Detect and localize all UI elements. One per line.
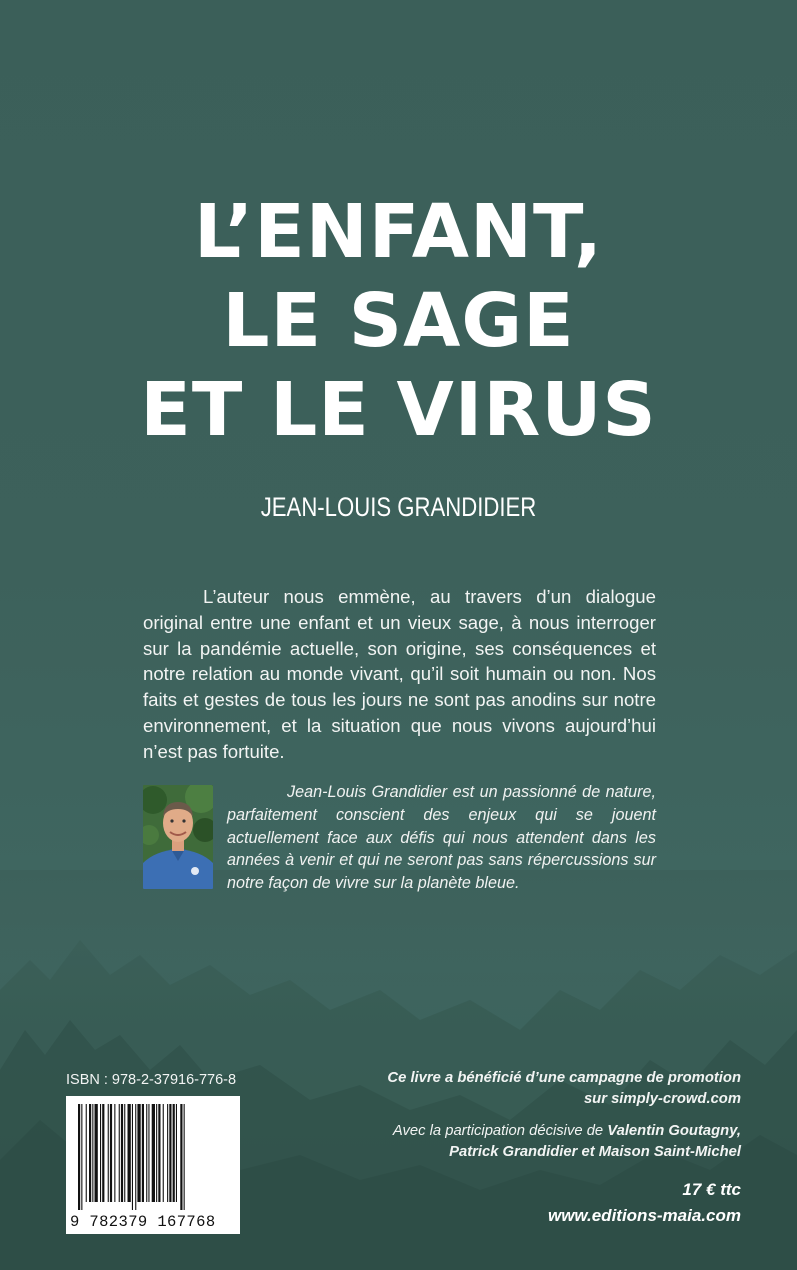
summary-text: L’auteur nous emmène, au travers d’un dialogue original entre une enfant et un vieux sage, à nous interroger sur la pandémie actuelle, son origine, ses conséquences et notre relation au monde vivant, qu’il soit humain ou non. Nos faits et gestes de tous les jours ne sont pas anodins sur notre environnement, et la situation que nous vivons aujourd’hui n’est pas fortuite. [143, 586, 656, 762]
barcode-digits: 9 782379 167768 [70, 1213, 216, 1231]
barcode-bar [137, 1104, 140, 1202]
barcode-bar [173, 1104, 175, 1202]
title-line-3: ET LE VIRUS [140, 367, 657, 453]
barcode-bar [86, 1104, 87, 1202]
book-summary [143, 584, 656, 765]
barcode-bar [142, 1104, 144, 1202]
barcode-bar [78, 1104, 80, 1210]
barcode-bar [135, 1104, 136, 1210]
book-title [0, 188, 797, 455]
price: 17 € ttc [682, 1180, 741, 1199]
barcode-bar [184, 1104, 185, 1210]
participation-line-1 [321, 1121, 741, 1142]
barcode-bar [121, 1104, 123, 1202]
title-line-2: LE SAGE [222, 278, 575, 364]
barcode-bar [128, 1104, 131, 1202]
barcode-bar [114, 1104, 115, 1202]
barcode-bar [146, 1104, 147, 1202]
barcode-bar [95, 1104, 98, 1202]
barcode-bar [152, 1104, 155, 1202]
barcode-bar [100, 1104, 101, 1202]
promo-line-2: sur simply-crowd.com [583, 1091, 741, 1107]
barcode-bar [169, 1104, 171, 1202]
barcode-bar [124, 1104, 125, 1202]
barcode-bar [110, 1104, 112, 1202]
barcode-bar [132, 1104, 133, 1210]
credits-block [321, 1068, 741, 1163]
author-bio [227, 781, 656, 895]
promo-line-1: Ce livre a bénéficié d’une campagne de promotion [387, 1070, 741, 1086]
barcode-bar [92, 1104, 93, 1202]
participation-line-2 [321, 1142, 741, 1163]
barcode-bar [148, 1104, 149, 1202]
barcode-bar [167, 1104, 168, 1202]
barcode-icon [66, 1096, 240, 1234]
barcode-bar [176, 1104, 177, 1202]
bio-text: Jean-Louis Grandidier est un passionné de nature, parfaitement conscient des enjeux qui se jouent actuellement face aux défis qui nous attendent dans les années à venir et qui ne seront pas sans répercussions sur notre façon de vivre sur la planète bleue. [227, 783, 656, 893]
barcode-bar [89, 1104, 91, 1202]
publisher-website: www.editions-maia.com [547, 1206, 741, 1225]
isbn-label: ISBN : 978-2-37916-776-8 [66, 1072, 237, 1088]
barcode-bar [81, 1104, 82, 1210]
barcode-bar [156, 1104, 157, 1202]
barcode-bar [180, 1104, 182, 1210]
barcode-bar [163, 1104, 164, 1202]
barcode-bars [76, 1104, 230, 1212]
barcode-bar [119, 1104, 120, 1202]
participation-names-1: Valentin Goutagny, [607, 1123, 741, 1139]
participation-names-2: Patrick Grandidier et Maison Saint-Michel [449, 1144, 741, 1160]
title-line-1: L’ENFANT, [193, 189, 604, 275]
barcode-bar [108, 1104, 109, 1202]
barcode-bar [102, 1104, 104, 1202]
barcode-bar [158, 1104, 160, 1202]
author-name: JEAN-LOUIS GRANDIDIER [260, 492, 537, 522]
author-portrait [143, 785, 213, 889]
participation-prefix: Avec la participation décisive de [392, 1123, 608, 1139]
